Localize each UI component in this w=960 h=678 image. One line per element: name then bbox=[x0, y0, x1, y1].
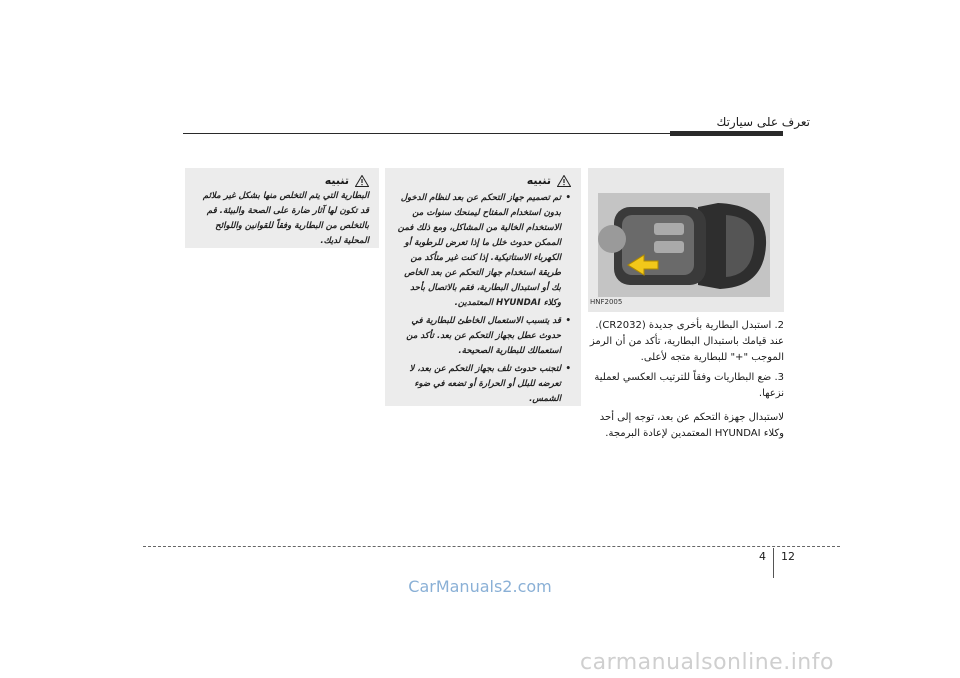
warning-triangle-icon bbox=[355, 175, 369, 187]
footer-rule bbox=[143, 546, 840, 547]
page-number-divider bbox=[773, 548, 774, 578]
caution-bullet: • لتجنب حدوث تلف بجهاز التحكم عن بعد، لا تعرضه للبلل أو الحرارة أو تضعه في ضوء الشمس. bbox=[395, 362, 561, 407]
reprogram-note: لاستبدال جهزة التحكم عن بعد، توجه إلى أحد وكلاء HYUNDAI المعتمدين لإعادة البرمجة. bbox=[599, 412, 784, 439]
step-2: 2. استبدل البطارية بأخرى جديدة (CR2032). عند قيامك باستبدال البطارية، تأكد من أن الرمز الموجب "+" للبطارية متجه لأعلى. bbox=[589, 320, 784, 363]
watermark-link[interactable]: CarManuals2.com bbox=[408, 577, 552, 596]
page-number-page: 12 bbox=[781, 550, 795, 563]
caution-heading-text: تنبيه bbox=[526, 174, 551, 187]
caution-heading-2 bbox=[195, 174, 369, 187]
photo-caption: HNF2005 bbox=[590, 298, 623, 306]
caution-bullet: • قد يتسبب الاستعمال الخاطئ للبطارية في حدوث عطل بجهاز التحكم عن بعد. تأكد من استعمالك للبطارية الصحيحة. bbox=[395, 314, 561, 359]
page-header-title: تعرف على سيارتك bbox=[716, 115, 810, 129]
warning-triangle-icon bbox=[557, 175, 571, 187]
caution-text: البطارية التي يتم التخلص منها بشكل غير ملائم قد تكون لها آثار ضارة على الصحة والبيئة. قم بالتخلص من البطارية وفقاً للقوانين واللوائح المحلية لديك. bbox=[202, 191, 369, 246]
caution-panel-1 bbox=[385, 168, 581, 406]
caution-bullet: • تم تصميم جهاز التحكم عن بعد لنظام الدخول بدون استخدام المفتاح ليمنحك سنوات من الاستخدام الخالية من المشاكل، ومع ذلك فمن الممكن حدوث خلل ما إذا تعرض للرطوبة أو الكهرباء الاستاتيكية. إذا كنت غير متأكد من طريقة استخدام جهاز التحكم عن بعد الخاص بك أو استبدال البطارية، فقم بالاتصال بأحد وكلاء HYUNDAI المعتمدين. bbox=[395, 191, 561, 311]
caution-heading-1 bbox=[395, 174, 571, 187]
caution-heading-text: تنبيه bbox=[324, 174, 349, 187]
key-fob-battery-photo bbox=[598, 193, 770, 297]
caution-panel-2 bbox=[185, 168, 379, 248]
page-number-chapter: 4 bbox=[759, 550, 766, 563]
step-3: 3. ضع البطاريات وفقاً للترتيب العكسي لعملية نزعها. bbox=[594, 372, 784, 399]
caution-bullets bbox=[395, 191, 571, 407]
page-number bbox=[745, 550, 795, 580]
watermark-footer: carmanualsonline.info bbox=[580, 650, 834, 675]
header-rule-accent bbox=[670, 131, 783, 136]
instruction-steps bbox=[588, 318, 784, 446]
